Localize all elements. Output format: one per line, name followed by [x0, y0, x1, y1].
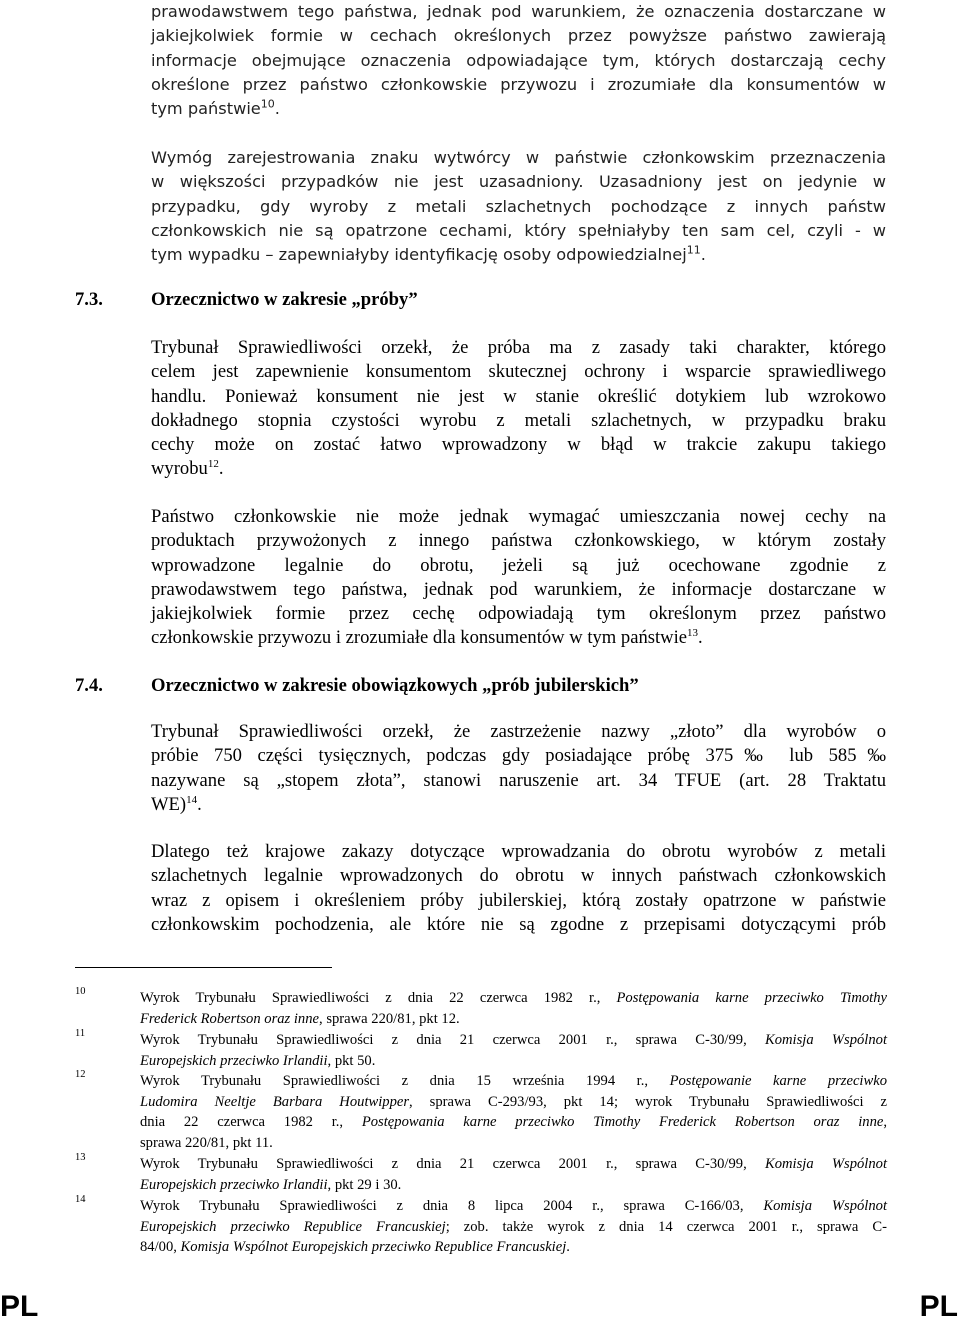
text-fragment: członkowskie przywozu i zrozumiałe dla konsumentów w tym państwie	[151, 627, 687, 649]
text-line: dokładnego stopnia czystości wyrobu z metali szlachetnych, w przypadku braku	[151, 409, 886, 431]
text-line: szlachetnych legalnie wprowadzonych do obrotu w innych państwach członkowskich	[151, 865, 886, 887]
footnote-ref-11: 11	[686, 243, 701, 257]
text-line	[151, 626, 886, 650]
text-line: przypadku, gdy wyroby z metali szlachetnych pochodzące z innych państw	[151, 196, 886, 216]
text-fragment: , sprawa 220/81, pkt 12.	[319, 1010, 460, 1027]
paragraph-continuation	[151, 0, 886, 121]
footnote-ref-12: 12	[207, 458, 219, 471]
case-name: Postępowania karne przeciwko Timothy Frederick Robertson oraz inne	[361, 1114, 884, 1130]
footnote-separator	[75, 967, 332, 968]
text-line: Wymóg zarejestrowania znaku wytwórcy w państwie członkowskim przeznaczenia	[151, 148, 886, 167]
section-number: 7.4.	[75, 675, 103, 696]
text-fragment: , pkt 50.	[327, 1052, 376, 1069]
text-fragment: Wyrok Trybunału Sprawiedliwości z dnia 8 lipca 2004 r., sprawa C-166/03,	[140, 1198, 764, 1214]
footnote-number: 12	[75, 1069, 86, 1080]
text-line: wraz z opisem i określeniem próby jubilerskiej, którą zostały opatrzone w państwie	[151, 889, 886, 911]
footnote-text	[140, 1154, 887, 1195]
text-line: jakiejkolwiek formie w cechach określonych przez powyższe państwo zawierają	[151, 26, 886, 46]
text-fragment: ; zob. także wyrok z dnia 14 czerwca 2001 r., sprawa C-	[445, 1218, 887, 1235]
text-fragment: Wyrok Trybunału Sprawiedliwości z dnia 21 czerwca 2001 r., sprawa C-30/99,	[140, 1156, 765, 1172]
text-line: próbie 750 części tysięcznych, podczas gdy posiadające próbę 375‰ lub 585‰	[151, 745, 886, 767]
footnote-line	[140, 1237, 887, 1258]
footnote-text	[140, 1071, 887, 1153]
text-line: określone przez państwo członkowskie przywozu i zrozumiałe dla konsumentów w	[151, 74, 886, 94]
footnote-line	[140, 1112, 887, 1133]
footnote-number: 10	[75, 986, 86, 997]
text-fragment: 84/00,	[140, 1239, 181, 1255]
case-name: Europejskich przeciwko Republice Francuskiej	[140, 1218, 446, 1235]
case-name: Komisja Wspólnot	[763, 1198, 887, 1214]
case-name: Frederick Robertson oraz inne	[140, 1010, 320, 1027]
footnote-text	[140, 1196, 887, 1258]
footnote-line	[140, 1154, 887, 1175]
text-line: celem jest zapewnienie konsumentom skutecznej ochrony i wsparcie sprawiedliwego	[151, 361, 886, 383]
text-fragment: WE)	[151, 793, 187, 815]
text-fragment: dnia 22 czerwca 1982 r.,	[140, 1114, 362, 1130]
footnote-line	[140, 988, 887, 1009]
section-heading-7-4	[75, 675, 639, 697]
case-name: Postępowania karne przeciwko Timothy	[616, 990, 887, 1006]
footnote-line	[140, 1051, 887, 1072]
text-line	[151, 457, 886, 481]
text-fragment: Wyrok Trybunału Sprawiedliwości z dnia 21 czerwca 2001 r., sprawa C-30/99,	[140, 1032, 765, 1048]
text-line: cechy może on zostać łatwo wprowadzony w błąd w trakcie zakupu takiego	[151, 434, 886, 456]
footnote-ref-13: 13	[687, 627, 698, 640]
text-fragment: .	[698, 627, 703, 649]
section-title: Orzecznictwo w zakresie „próby”	[151, 289, 418, 310]
text-line: nazywane są „stopem złota”, stanowi naruszenie art. 34 TFUE (art. 28 Traktatu	[151, 769, 886, 791]
text-fragment: tym państwie	[151, 99, 261, 119]
case-name: Komisja Wspólnot Europejskich przeciwko Republice Francuskiej	[180, 1239, 567, 1255]
text-fragment: Wyrok Trybunału Sprawiedliwości z dnia 15 września 1994 r.,	[140, 1073, 670, 1089]
footnote-line	[140, 1092, 887, 1113]
footnote-ref-10: 10	[260, 97, 275, 111]
text-fragment: .	[274, 99, 280, 119]
footnote-line	[140, 1175, 887, 1196]
footnote-text	[140, 988, 887, 1029]
text-line: produktach przywożonych z innego państwa członkowskiego, w którym zostały	[151, 530, 886, 552]
section-number: 7.3.	[75, 289, 103, 310]
text-line: prawodawstwem tego państwa, jednak pod warunkiem, że informacje dostarczane w	[151, 578, 886, 600]
text-fragment: .	[700, 245, 706, 265]
footer-language-right: PL	[919, 1290, 958, 1323]
section-heading-7-3	[75, 289, 418, 311]
case-name: Ludomira Neeltje Barbara Houtwipper	[140, 1093, 410, 1110]
paragraph-national-bans	[151, 840, 886, 937]
case-name: Komisja Wspólnot	[764, 1032, 888, 1048]
text-line: informacje obejmujące oznaczenia odpowiadające tym, których dostarczają cechy	[151, 50, 886, 70]
footnote-ref-14: 14	[186, 793, 198, 806]
case-name: Postępowanie karne przeciwko	[669, 1073, 887, 1089]
text-fragment: .	[566, 1239, 570, 1255]
text-line	[151, 243, 886, 267]
case-name: Komisja Wspólnot	[764, 1156, 888, 1172]
footnote-line	[140, 1009, 887, 1030]
text-line: członkowskich nie są opatrzone cechami, który spełniałyby ten sam cel, czyli - w	[151, 220, 886, 240]
text-fragment: , sprawa C-293/93, pkt 14; wyrok Trybunału Sprawiedliwości z	[409, 1093, 887, 1110]
footnote-line	[140, 1196, 887, 1217]
text-fragment: ,	[883, 1114, 887, 1130]
text-line: członkowskim pochodzenia, ale które nie są zgodne z przepisami dotyczącymi prób	[151, 913, 886, 935]
text-line: Trybunał Sprawiedliwości orzekł, że próba ma z zasady taki charakter, którego	[151, 337, 886, 358]
footnote-number: 11	[75, 1028, 86, 1039]
paragraph-gold-name	[151, 720, 886, 817]
paragraph-registration	[151, 146, 886, 267]
section-title: Orzecznictwo w zakresie obowiązkowych „prób jubilerskich”	[151, 675, 639, 696]
case-name: Europejskich przeciwko Irlandii	[140, 1176, 328, 1193]
footer-language-left: PL	[0, 1290, 39, 1323]
footnote-line	[140, 1217, 887, 1238]
footnote-line	[140, 1030, 887, 1051]
text-line	[151, 97, 886, 121]
case-name: Europejskich przeciwko Irlandii	[140, 1052, 328, 1069]
footnote-line: sprawa 220/81, pkt 11.	[140, 1134, 273, 1151]
text-line: w większości przypadków nie jest uzasadniony. Uzasadniony jest on jedynie w	[151, 172, 886, 192]
text-fragment: .	[218, 458, 224, 480]
paragraph-hallmark-purpose	[151, 336, 886, 482]
text-fragment: wyrobu	[151, 458, 208, 480]
text-line	[151, 793, 886, 817]
text-line: wprowadzone legalnie do obrotu, jeżeli są już ocechowane zgodnie z	[151, 554, 886, 576]
text-fragment: .	[197, 793, 202, 815]
text-line: jakiejkolwiek formie przez cechę odpowiadają tym określonym przez państwo	[151, 603, 886, 625]
footnote-line	[140, 1071, 887, 1092]
text-line: prawodawstwem tego państwa, jednak pod warunkiem, że oznaczenia dostarczane w	[151, 2, 886, 21]
text-fragment: tym wypadku – zapewniałyby identyfikację osoby odpowiedzialnej	[151, 245, 687, 265]
text-line: Trybunał Sprawiedliwości orzekł, że zastrzeżenie nazwy „złoto” dla wyrobów o	[151, 721, 886, 742]
footnote-number: 13	[75, 1152, 86, 1163]
footnote-number: 14	[75, 1194, 86, 1205]
text-fragment: , pkt 29 i 30.	[327, 1176, 402, 1193]
text-line: handlu. Ponieważ konsument nie jest w stanie określić dotykiem lub wzrokowo	[151, 385, 886, 407]
text-fragment: Wyrok Trybunału Sprawiedliwości z dnia 22 czerwca 1982 r.,	[140, 990, 617, 1006]
text-line: Dlatego też krajowe zakazy dotyczące wprowadzania do obrotu wyrobów z metali	[151, 841, 886, 862]
paragraph-member-state	[151, 505, 886, 651]
text-line: Państwo członkowskie nie może jednak wymagać umieszczania nowej cechy na	[151, 506, 886, 527]
footnote-text	[140, 1030, 887, 1071]
